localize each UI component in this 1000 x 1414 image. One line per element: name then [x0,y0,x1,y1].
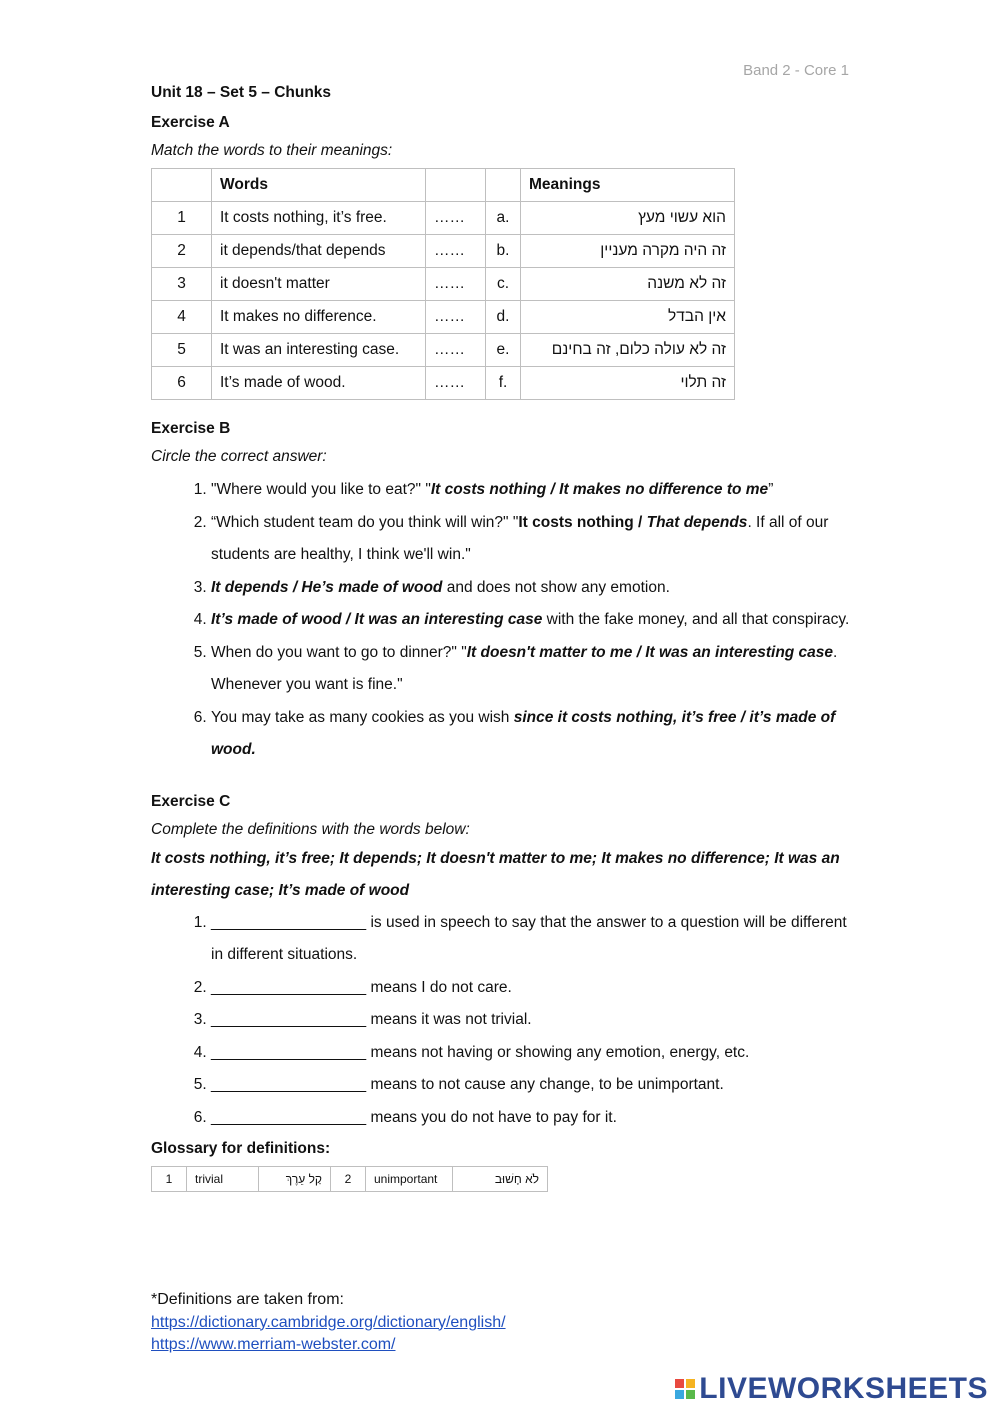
row-meaning: זה היה מקרה מעניין [521,235,735,268]
fill-blank[interactable]: __________________ [211,913,367,931]
definition-text: means you do not have to pay for it. [366,1108,617,1126]
row-number: 5 [152,334,212,367]
row-word: It costs nothing, it’s free. [212,202,426,235]
definition-text: means I do not care. [366,978,512,996]
list-item [211,1069,851,1102]
item-text: When do you want to go to dinner?" " [211,643,467,661]
list-item [211,637,851,702]
exercise-a-instruction: Match the words to their meanings: [151,142,393,159]
row-letter: b. [486,235,521,268]
answer-options[interactable]: It’s made of wood / It was an interesting case [211,611,543,628]
merriam-webster-link[interactable]: https://www.merriam-webster.com/ [151,1336,396,1353]
fill-blank[interactable]: __________________ [211,1043,367,1061]
footer-sources [151,1289,506,1357]
exercise-b-heading: Exercise B [151,420,231,437]
row-meaning: אין הבדל [521,301,735,334]
header-meanings: Meanings [521,169,735,202]
answer-option[interactable]: It costs nothing / [518,513,647,531]
answer-slot[interactable]: …… [426,235,486,268]
glossary-number: 2 [331,1167,366,1192]
table-row [152,367,735,400]
answer-slot[interactable]: …… [426,334,486,367]
list-item [211,1102,851,1135]
definition-text: means it was not trivial. [366,1011,532,1028]
list-item [211,1004,851,1037]
definition-text: is used in speech to say that the answer to a question will be different in different situations. [211,913,847,963]
answer-slot[interactable]: …… [426,202,486,235]
answer-options[interactable]: It costs nothing / It makes no difference to me [430,481,769,498]
list-item [211,907,851,972]
row-meaning: הוא עשוי מעץ [521,202,735,235]
row-letter: f. [486,367,521,400]
row-number: 4 [152,301,212,334]
answer-options[interactable]: since it costs nothing, it’s free / it’s made of wood. [211,708,836,758]
glossary-translation: לֹא חָשׁוּב [453,1167,548,1192]
answer-options[interactable]: It depends / He’s made of wood [211,578,443,596]
item-text: . If all of our students are healthy, I think we'll win." [211,513,829,563]
row-word: It’s made of wood. [212,367,426,400]
header-words: Words [212,169,426,202]
row-word: it doesn't matter [212,268,426,301]
list-item [211,572,851,605]
answer-options[interactable]: It doesn't matter to me / It was an interesting case [466,643,834,661]
answer-slot[interactable]: …… [426,301,486,334]
row-word: It makes no difference. [212,301,426,334]
page-title: Unit 18 – Set 5 – Chunks [151,84,332,101]
exercise-c-instruction: Complete the definitions with the words below: [151,820,470,838]
definition-text: means not having or showing any emotion, energy, etc. [366,1043,750,1061]
list-item [211,702,851,767]
row-number: 3 [152,268,212,301]
row-letter: d. [486,301,521,334]
fill-blank[interactable]: __________________ [211,1108,367,1126]
row-letter: a. [486,202,521,235]
list-item [211,604,851,637]
exercise-c-list [151,907,851,1135]
header-note: Band 2 - Core 1 [743,62,849,79]
answer-slot[interactable]: …… [426,367,486,400]
header-cell-empty [152,169,212,202]
row-meaning: זה תלוי [521,367,735,400]
logo-icon [675,1379,695,1399]
word-bank: It costs nothing, it’s free; It depends; It doesn't matter to me; It makes no difference; It was an interesting case; It’s made of wood [151,849,840,899]
row-number: 6 [152,367,212,400]
answer-slot[interactable]: …… [426,268,486,301]
worksheet-content [151,84,851,1192]
liveworksheets-logo [675,1372,988,1406]
list-item [211,972,851,1005]
exercise-b-list [151,474,851,767]
exercise-b-instruction: Circle the correct answer: [151,448,327,465]
row-meaning: זה לא עולה כלום, זה בחינם [521,334,735,367]
row-number: 2 [152,235,212,268]
glossary-heading: Glossary for definitions: [151,1140,331,1157]
list-item [211,507,851,572]
exercise-a-heading: Exercise A [151,114,230,131]
row-word: It was an interesting case. [212,334,426,367]
exercise-c-heading: Exercise C [151,792,231,810]
fill-blank[interactable]: __________________ [211,978,367,996]
table-row [152,268,735,301]
row-letter: e. [486,334,521,367]
glossary-word: unimportant [366,1167,453,1192]
table-header-row [152,169,735,202]
row-letter: c. [486,268,521,301]
table-row [152,334,735,367]
cambridge-link[interactable]: https://dictionary.cambridge.org/dictionary/english/ [151,1313,506,1331]
item-text: with the fake money, and all that conspiracy. [542,611,850,628]
list-item [211,474,851,507]
item-text: and does not show any emotion. [442,578,670,596]
answer-option[interactable]: That depends [646,513,748,531]
item-text: “Which student team do you think will win?" " [211,513,519,531]
row-number: 1 [152,202,212,235]
header-cell-empty [426,169,486,202]
fill-blank[interactable]: __________________ [211,1076,367,1093]
matching-table [151,168,735,400]
definition-text: means to not cause any change, to be unimportant. [366,1076,724,1093]
fill-blank[interactable]: __________________ [211,1011,367,1028]
table-row [152,301,735,334]
glossary-word: trivial [187,1167,259,1192]
item-text: . Whenever you want is fine." [211,643,838,693]
item-text: ” [768,481,774,498]
item-text: "Where would you like to eat?" " [211,481,431,498]
footer-note: *Definitions are taken from: [151,1291,344,1308]
table-row [152,235,735,268]
table-row [152,202,735,235]
list-item [211,1037,851,1070]
glossary-number: 1 [152,1167,187,1192]
row-word: it depends/that depends [212,235,426,268]
header-cell-empty [486,169,521,202]
logo-text: LIVEWORKSHEETS [699,1372,988,1405]
row-meaning: זה לא משנה [521,268,735,301]
glossary-translation: קַל עֵרֶךְ [259,1167,331,1192]
glossary-table [151,1166,548,1192]
table-row [152,1167,548,1192]
item-text: You may take as many cookies as you wish [211,708,514,726]
